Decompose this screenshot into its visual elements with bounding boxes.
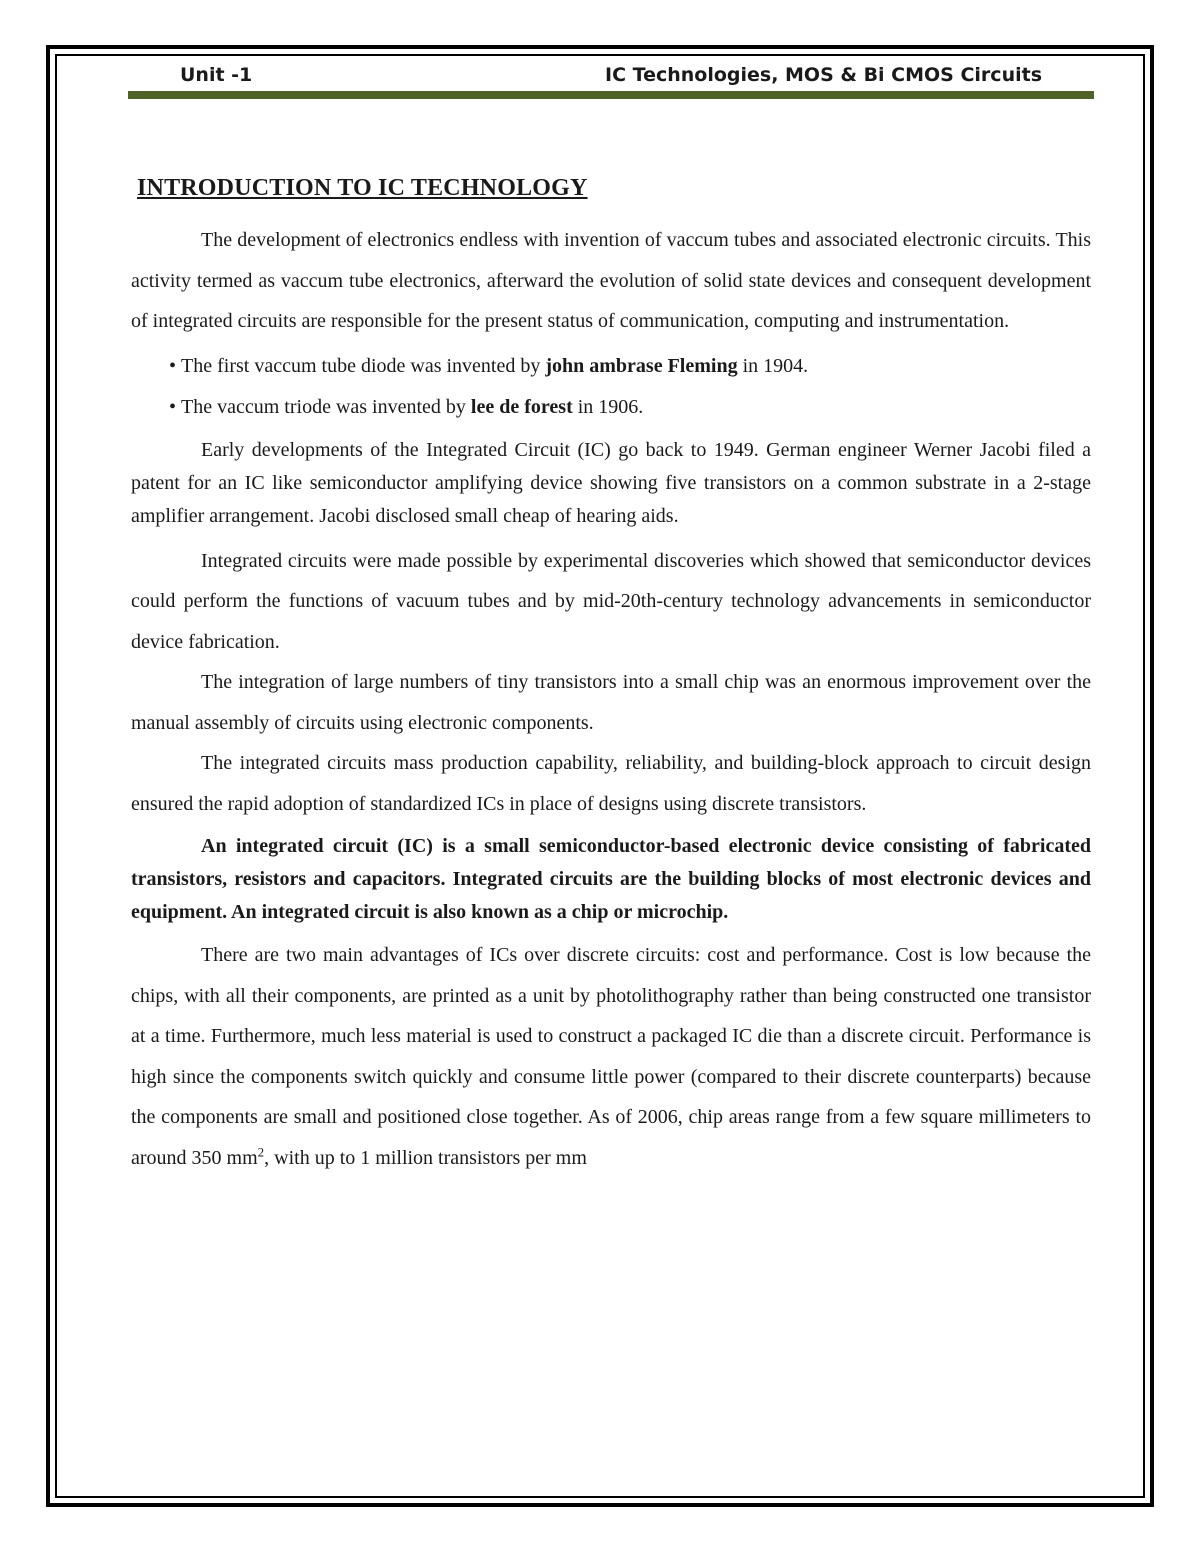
- header-rule: [128, 91, 1094, 99]
- bullet-name: lee de forest: [470, 395, 573, 418]
- list-item: [131, 387, 1091, 428]
- paragraph-mass-production: The integrated circuits mass production capability, reliability, and building-block approach to circuit design ensured the rapid adoption of standardized ICs in place of designs using discrete transistors.: [131, 752, 1091, 815]
- bullet-name: john ambrase Fleming: [545, 354, 738, 377]
- list-item: [131, 346, 1091, 387]
- section-title: INTRODUCTION TO IC TECHNOLOGY: [137, 175, 588, 201]
- paragraph-discoveries: Integrated circuits were made possible by experimental discoveries which showed that semiconductor devices could perform the functions of vacuum tubes and by mid-20th-century technology advancements in semiconductor device fabrication.: [131, 549, 1091, 653]
- invention-list: [131, 346, 1091, 428]
- page-header: [130, 62, 1094, 92]
- paragraph-ic-definition: An integrated circuit (IC) is a small semiconductor-based electronic device consisting of fabricated transistors, resistors and capacitors. Integrated circuits are the building blocks of most electronic devices and equipment. An integrated circuit is also known as a chip or microchip.: [131, 835, 1091, 923]
- advantages-text: There are two main advantages of ICs over discrete circuits: cost and performance. Cost is low because the chips, with all their components, are printed as a unit by photolithography rather than being constructed one transistor at a time. Furthermore, much less material is used to construct a packaged IC die than a discrete circuit. Performance is high since the components switch quickly and consume little power (compared to their discrete counterparts) because the components are small and positioned close together. As of 2006, chip areas range from a few square millimeters to around 350 mm: [131, 944, 1091, 1169]
- bullet-text: The first vaccum tube diode was invented by: [181, 354, 546, 377]
- document-body: [131, 220, 1091, 1178]
- advantages-tail: , with up to 1 million transistors per mm: [264, 1146, 587, 1169]
- paragraph-integration: The integration of large numbers of tiny transistors into a small chip was an enormous improvement over the manual assembly of circuits using electronic components.: [131, 671, 1091, 734]
- paragraph-advantages: [131, 935, 1091, 1178]
- bullet-text: The vaccum triode was invented by: [181, 395, 471, 418]
- paragraph-early-developments: Early developments of the Integrated Circuit (IC) go back to 1949. German engineer Werner Jacobi filed a patent for an IC like semiconductor amplifying device showing five transistors on a common substrate in a 2-stage amplifier arrangement. Jacobi disclosed small cheap of hearing aids.: [131, 438, 1091, 527]
- superscript: 2: [257, 1143, 265, 1159]
- course-title: IC Technologies, MOS & Bi CMOS Circuits: [605, 64, 1042, 86]
- bullet-text: in 1906.: [572, 395, 644, 418]
- paragraph-history: The development of electronics endless with invention of vaccum tubes and associated electronic circuits. This activity termed as vaccum tube electronics, afterward the evolution of solid state devices and consequent development of integrated circuits are responsible for the present status of communication, computing and instrumentation.: [131, 229, 1091, 332]
- bullet-text: in 1904.: [737, 354, 809, 377]
- unit-label: Unit -1: [180, 64, 253, 86]
